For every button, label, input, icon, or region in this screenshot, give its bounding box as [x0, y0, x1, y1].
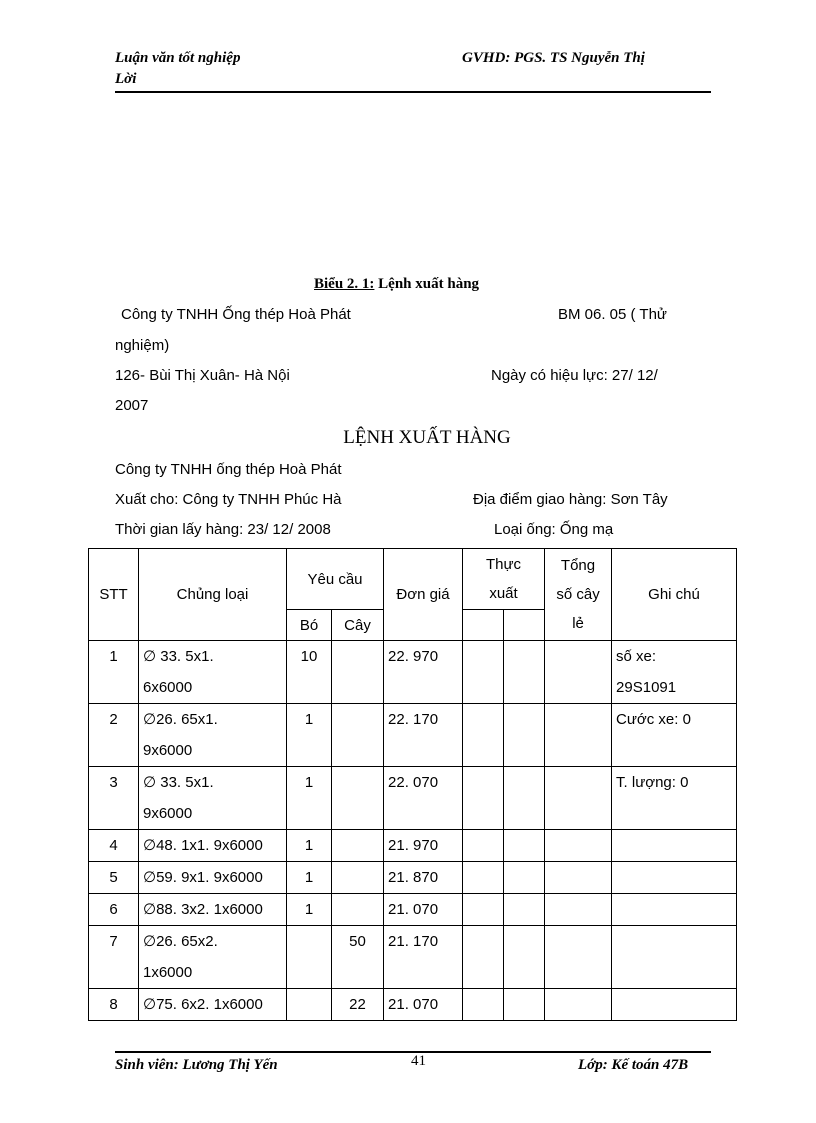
cell-type-type-l2: 9x6000: [143, 742, 193, 759]
cell-price: [384, 862, 463, 894]
cell-bundle: [287, 641, 332, 704]
cell-stt-stt: 1: [109, 648, 118, 665]
cell-bundle-bundle: 1: [304, 901, 314, 918]
cell-stt: [89, 894, 139, 926]
company-address: 126- Bùi Thị Xuân- Hà Nội: [115, 367, 290, 384]
cell-note-note-l1: số xe:: [616, 648, 657, 665]
header-right: GVHD: PGS. TS Nguyễn Thị: [462, 50, 645, 66]
header-total: [545, 549, 612, 641]
cell-note: [612, 830, 737, 862]
cell-stt: [89, 830, 139, 862]
cell-actual-a: [463, 862, 504, 894]
cell-piece: [332, 926, 384, 989]
cell-bundle: [287, 767, 332, 830]
cell-total: [545, 989, 612, 1021]
cell-type-type-l1: ∅ 33. 5x1.: [143, 774, 214, 791]
cell-type-type-l2: 6x6000: [143, 679, 193, 696]
cell-stt-stt: 7: [109, 933, 118, 950]
cell-type: [139, 989, 287, 1021]
cell-piece: [332, 704, 384, 767]
header-actual-line2: xuất: [489, 585, 518, 602]
document-title: LỆNH XUẤT HÀNG: [343, 427, 511, 448]
cell-bundle: [287, 926, 332, 989]
cell-actual-b: [504, 894, 545, 926]
cell-price-price: 21. 070: [388, 901, 439, 918]
caption-prefix: Biểu 2. 1:: [314, 276, 375, 292]
header-actual-line1: Thực: [486, 556, 522, 573]
cell-actual-a: [463, 641, 504, 704]
header-stt: STT: [89, 549, 139, 641]
header-total-line2: số cây: [556, 586, 600, 603]
cell-note-note-l1: T. lượng: 0: [616, 774, 689, 791]
cell-bundle-bundle: 1: [304, 774, 314, 791]
effective-date-cont: 2007: [115, 397, 149, 414]
cell-stt-stt: 3: [109, 774, 118, 791]
cell-note: [612, 704, 737, 767]
cell-piece: [332, 989, 384, 1021]
cell-price-price: 22. 070: [388, 774, 439, 791]
cell-stt: [89, 926, 139, 989]
detail-delivery-place: Địa điểm giao hàng: Sơn Tây: [473, 491, 668, 508]
cell-actual-b: [504, 767, 545, 830]
cell-price-price: 21. 170: [388, 933, 439, 950]
cell-total: [545, 926, 612, 989]
cell-bundle: [287, 704, 332, 767]
cell-total: [545, 830, 612, 862]
table-row: [89, 894, 737, 926]
cell-stt: [89, 641, 139, 704]
cell-stt-stt: 5: [109, 869, 118, 886]
cell-stt-stt: 4: [109, 837, 118, 854]
table-row: [89, 641, 737, 704]
header-total-line3: lẻ: [572, 615, 584, 632]
header-bundle: Bó: [287, 610, 332, 641]
cell-price: [384, 830, 463, 862]
cell-actual-b: [504, 641, 545, 704]
header-unit-price: Đơn giá: [384, 549, 463, 641]
cell-bundle-bundle: 10: [300, 648, 318, 665]
cell-type: [139, 894, 287, 926]
cell-actual-b: [504, 926, 545, 989]
cell-stt-stt: 8: [109, 996, 118, 1013]
cell-actual-a: [463, 704, 504, 767]
page-number: 41: [411, 1053, 426, 1069]
header-request: Yêu cầu: [287, 549, 384, 610]
cell-type: [139, 704, 287, 767]
table-row: [89, 926, 737, 989]
cell-actual-a: [463, 989, 504, 1021]
cell-type-type-l1: ∅59. 9x1. 9x6000: [143, 869, 263, 886]
cell-piece: [332, 767, 384, 830]
cell-stt: [89, 989, 139, 1021]
header-left-line1: Luận văn tốt nghiệp: [115, 50, 241, 66]
cell-stt: [89, 704, 139, 767]
cell-type: [139, 767, 287, 830]
cell-stt-stt: 2: [109, 711, 118, 728]
table-caption: [314, 276, 479, 293]
header-actual-sub-b: [504, 610, 545, 641]
header-left-line2: Lời: [115, 71, 137, 87]
cell-price-price: 21. 070: [388, 996, 439, 1013]
header-row-1: [89, 549, 737, 610]
cell-note: [612, 894, 737, 926]
cell-type-type-l1: ∅26. 65x1.: [143, 711, 218, 728]
cell-actual-b: [504, 862, 545, 894]
cell-piece: [332, 862, 384, 894]
cell-price: [384, 767, 463, 830]
detail-export-to: Xuất cho: Công ty TNHH Phúc Hà: [115, 491, 342, 508]
cell-piece: [332, 830, 384, 862]
detail-pickup-time: Thời gian lấy hàng: 23/ 12/ 2008: [115, 521, 331, 538]
table-row: [89, 862, 737, 894]
form-code-cont: nghiệm): [115, 337, 170, 354]
header-rule: [115, 91, 711, 93]
cell-price: [384, 641, 463, 704]
cell-type-type-l2: 1x6000: [143, 964, 193, 981]
cell-type-type-l1: ∅75. 6x2. 1x6000: [143, 996, 263, 1013]
cell-bundle: [287, 830, 332, 862]
cell-piece: [332, 894, 384, 926]
cell-note: [612, 989, 737, 1021]
cell-total: [545, 641, 612, 704]
cell-stt: [89, 767, 139, 830]
cell-type: [139, 926, 287, 989]
header-type: Chủng loại: [139, 549, 287, 641]
cell-type-type-l1: ∅ 33. 5x1.: [143, 648, 214, 665]
cell-total: [545, 767, 612, 830]
cell-price-price: 22. 970: [388, 648, 439, 665]
cell-bundle: [287, 862, 332, 894]
cell-type-type-l2: 9x6000: [143, 805, 193, 822]
cell-price: [384, 989, 463, 1021]
cell-type: [139, 641, 287, 704]
cell-piece-piece: 22: [349, 996, 366, 1013]
cell-stt-stt: 6: [109, 901, 118, 918]
cell-total: [545, 894, 612, 926]
header-note: Ghi chú: [612, 549, 737, 641]
cell-piece: [332, 641, 384, 704]
export-order-table: [88, 548, 737, 1021]
caption-title: Lệnh xuất hàng: [374, 276, 480, 292]
cell-bundle-bundle: 1: [304, 711, 314, 728]
cell-total: [545, 704, 612, 767]
header-actual-sub-a: [463, 610, 504, 641]
cell-actual-a: [463, 767, 504, 830]
cell-actual-a: [463, 926, 504, 989]
cell-note: [612, 926, 737, 989]
cell-type: [139, 862, 287, 894]
detail-pipe-type: Loại ống: Ống mạ: [494, 521, 614, 538]
cell-actual-b: [504, 704, 545, 767]
detail-company: Công ty TNHH ống thép Hoà Phát: [115, 461, 342, 478]
footer-class: Lớp: Kế toán 47B: [578, 1057, 689, 1073]
cell-actual-a: [463, 830, 504, 862]
table-row: [89, 704, 737, 767]
cell-note: [612, 641, 737, 704]
cell-actual-a: [463, 894, 504, 926]
cell-price-price: 21. 870: [388, 869, 439, 886]
cell-note-note-l1: Cước xe: 0: [616, 711, 691, 728]
cell-actual-b: [504, 989, 545, 1021]
cell-price: [384, 704, 463, 767]
cell-type-type-l1: ∅26. 65x2.: [143, 933, 218, 950]
cell-price-price: 22. 170: [388, 711, 439, 728]
cell-price-price: 21. 970: [388, 837, 439, 854]
cell-piece-piece: 50: [349, 933, 366, 950]
cell-note: [612, 767, 737, 830]
cell-bundle-bundle: 1: [304, 837, 314, 854]
cell-price: [384, 926, 463, 989]
table-row: [89, 830, 737, 862]
company-name: Công ty TNHH Ống thép Hoà Phát: [121, 306, 351, 323]
table-body: [89, 641, 737, 1021]
cell-type-type-l1: ∅48. 1x1. 9x6000: [143, 837, 263, 854]
form-code: BM 06. 05 ( Thử: [558, 306, 667, 323]
table-row: [89, 989, 737, 1021]
cell-bundle: [287, 894, 332, 926]
footer-student: Sinh viên: Lương Thị Yến: [115, 1057, 278, 1073]
cell-actual-b: [504, 830, 545, 862]
cell-type: [139, 830, 287, 862]
cell-total: [545, 862, 612, 894]
table-row: [89, 767, 737, 830]
cell-note: [612, 862, 737, 894]
header-total-line1: Tổng: [560, 557, 596, 574]
header-actual: [463, 549, 545, 610]
effective-date: Ngày có hiệu lực: 27/ 12/: [491, 367, 658, 384]
header-piece: Cây: [332, 610, 384, 641]
cell-bundle-bundle: 1: [304, 869, 314, 886]
cell-note-note-l2: 29S1091: [616, 679, 677, 696]
cell-price: [384, 894, 463, 926]
cell-bundle: [287, 989, 332, 1021]
cell-type-type-l1: ∅88. 3x2. 1x6000: [143, 901, 263, 918]
cell-stt: [89, 862, 139, 894]
